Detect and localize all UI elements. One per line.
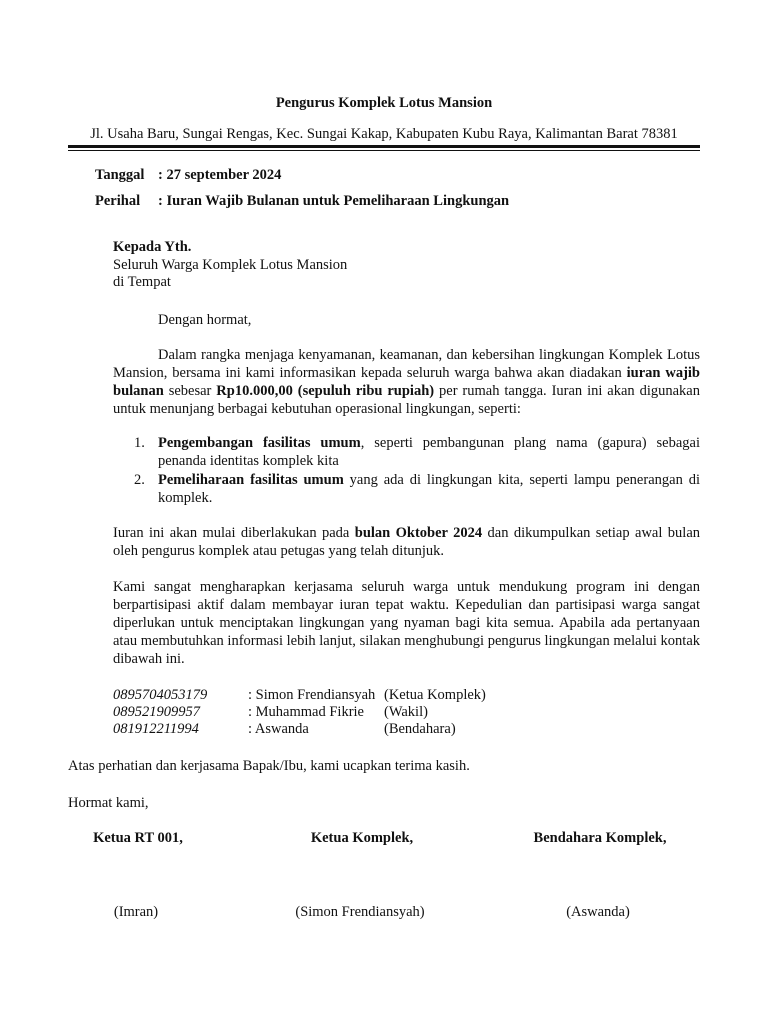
signature-name-rt: (Imran) <box>113 904 159 920</box>
contact-phone: 089521909957 <box>113 704 200 720</box>
recipient-heading: Kepada Yth. <box>113 239 192 255</box>
contact-name: : Muhammad Fikrie <box>248 704 364 720</box>
subject-value: : Iuran Wajib Bulanan untuk Pemeliharaan Lingkungan <box>158 193 510 209</box>
recipient-name: Seluruh Warga Komplek Lotus Mansion <box>113 257 348 273</box>
contact-role: (Wakil) <box>384 704 428 720</box>
contact-phone: 081912211994 <box>113 721 199 737</box>
subject-label: Perihal <box>95 193 141 209</box>
paragraph-appeal: Kami sangat mengharapkan kerjasama seluruh warga untuk mendukung program ini dengan berpartisipasi aktif dalam membayar iuran tepat waktu. Kepedulian dan partisipasi warga sangat diperlukan untuk menciptakan lingkungan yang nyaman bagi kita semua. Apabila ada pertanyaan atau membutuhkan informasi lebih lanjut, silakan menghubungi pengurus lingkungan melalui kontak dibawah ini. <box>113 579 700 667</box>
letterhead-title: Pengurus Komplek Lotus Mansion <box>275 95 493 111</box>
greeting: Dengan hormat, <box>158 312 252 328</box>
list-item: 1. Pengembangan fasilitas umum, seperti pembangunan plang nama (gapura) sebagai penanda identitas komplek kita <box>134 435 700 469</box>
signature-title-bendahara: Bendahara Komplek, <box>533 830 667 846</box>
contact-role: (Bendahara) <box>384 721 456 737</box>
paragraph-intro: Dalam rangka menjaga kenyamanan, keamanan, dan kebersihan lingkungan Komplek Lotus Mansion, bersama ini kami informasikan kepada seluruh warga bahwa akan diadakan iuran wajib bulanan sebesar Rp10.000,00 (sepuluh ribu rupiah) per rumah tangga. Iuran ini akan digunakan untuk menunjang berbagai kebutuhan operasional lingkungan, seperti: <box>113 347 700 417</box>
signature-name-bendahara: (Aswanda) <box>566 904 630 920</box>
date-label: Tanggal <box>95 167 145 183</box>
contact-name: : Aswanda <box>248 721 309 737</box>
usage-list <box>113 434 700 508</box>
contact-name: : Simon Frendiansyah <box>248 687 376 703</box>
closing-regards: Hormat kami, <box>68 795 149 811</box>
list-item: 2. Pemeliharaan fasilitas umum yang ada di lingkungan kita, seperti lampu penerangan di komplek. <box>134 472 700 506</box>
signature-title-ketua: Ketua Komplek, <box>310 830 414 846</box>
contact-phone: 0895704053179 <box>113 687 208 703</box>
contact-role: (Ketua Komplek) <box>384 687 486 703</box>
letterhead-divider-thin <box>68 150 700 151</box>
letterhead-address: Jl. Usaha Baru, Sungai Rengas, Kec. Sungai Kakap, Kabupaten Kubu Raya, Kalimantan Barat 78381 <box>90 126 678 142</box>
letterhead-divider-thick <box>68 145 700 148</box>
recipient-place: di Tempat <box>113 274 171 290</box>
date-value: : 27 september 2024 <box>158 167 282 183</box>
signature-title-rt: Ketua RT 001, <box>93 830 183 846</box>
closing-thanks: Atas perhatian dan kerjasama Bapak/Ibu, kami ucapkan terima kasih. <box>68 758 470 774</box>
signature-name-ketua: (Simon Frendiansyah) <box>295 904 425 920</box>
paragraph-start-date: Iuran ini akan mulai diberlakukan pada bulan Oktober 2024 dan dikumpulkan setiap awal bulan oleh pengurus komplek atau petugas yang telah ditunjuk. <box>113 525 701 559</box>
